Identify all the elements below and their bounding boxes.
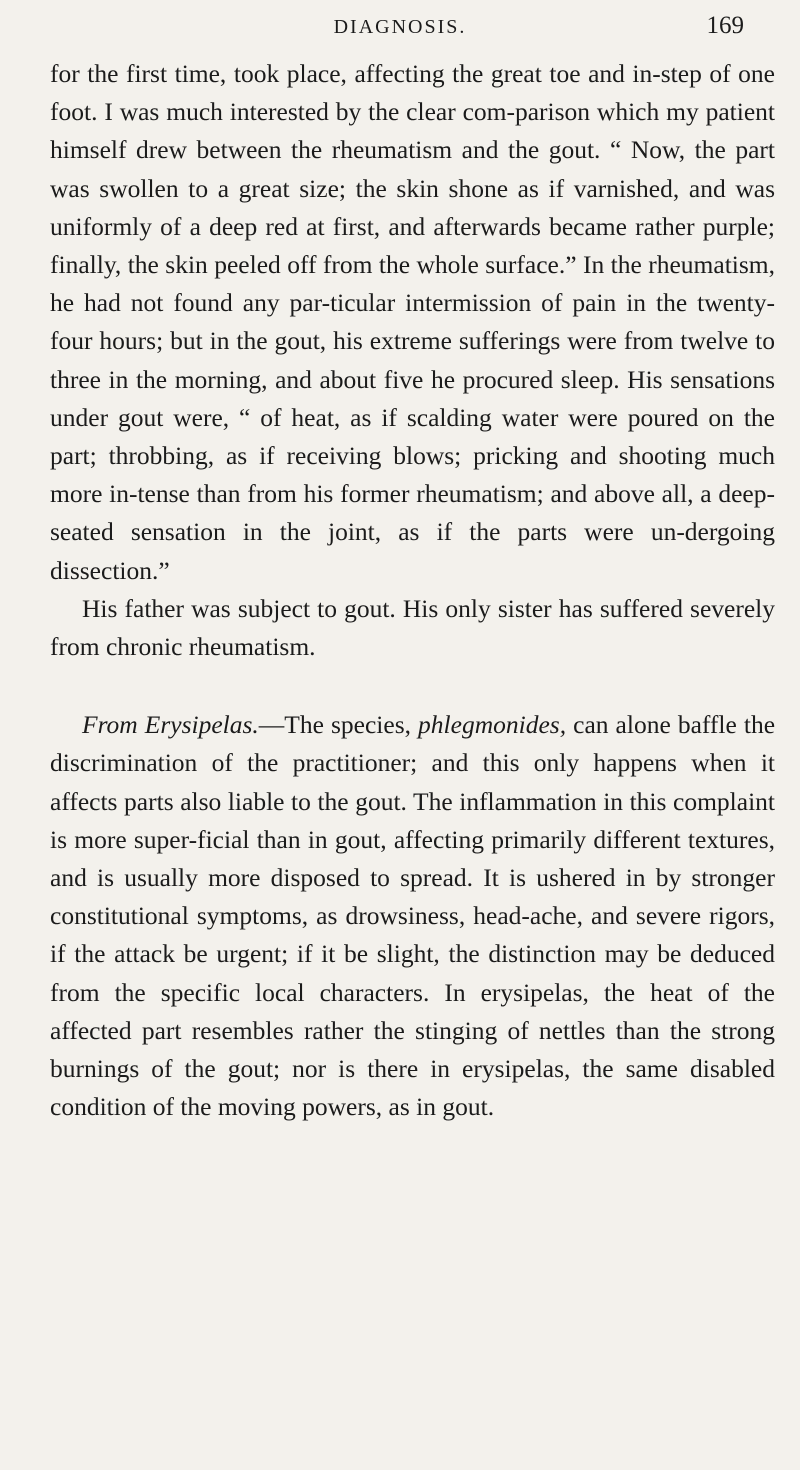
page-number: 169 [706, 12, 744, 39]
section-heading: From Erysipelas. [82, 710, 259, 740]
running-head [0, 8, 800, 48]
body-text [50, 55, 775, 1126]
paragraph-3 [50, 706, 775, 1126]
pre-term-text: —The species, [258, 710, 411, 740]
species-term: phlegmonides, [418, 710, 567, 740]
paragraph-3-text: can alone baffle the discrimination of the practitioner; and this only happens when it affects parts also liable to the gout. The inflammation in this complaint is more super-ficial than in gout, affecting primarily different textures, and is usually more disposed to spread. It is ushered in by stronger constitutional symptoms, as drowsiness, head-ache, and severe rigors, if the attack be urgent; if it be slight, the distinction may be deduced from the specific local characters. In erysipelas, the heat of the affected part resembles rather the stinging of nettles than the strong burnings of the gout; nor is there in erysipelas, the same disabled condition of the moving powers, as in gout. [50, 710, 776, 1122]
running-title: DIAGNOSIS. [333, 16, 467, 38]
paragraph-2: His father was subject to gout. His only sister has suffered severely from chronic rheumatism. [50, 593, 775, 662]
paragraph-1: for the first time, took place, affecting the great toe and in-step of one foot. I was much interested by the clear com-parison which my patient himself drew between the rheumatism and the gout. “ Now, the part was swollen to a great size; the skin shone as if varnished, and was uniformly of a deep red at first, and afterwards became rather purple; finally, the skin peeled off from the whole surface.” In the rheumatism, he had not found any par-ticular intermission of pain in the twenty-four hours; but in the gout, his extreme sufferings were from twelve to three in the morning, and about five he procured sleep. His sensations under gout were, “ of heat, as if scalding water were poured on the part; throbbing, as if receiving blows; pricking and shooting much more in-tense than from his former rheumatism; and above all, a deep-seated sensation in the joint, as if the parts were un-dergoing dissection.” [50, 59, 775, 585]
paragraph-spacer [50, 666, 775, 706]
